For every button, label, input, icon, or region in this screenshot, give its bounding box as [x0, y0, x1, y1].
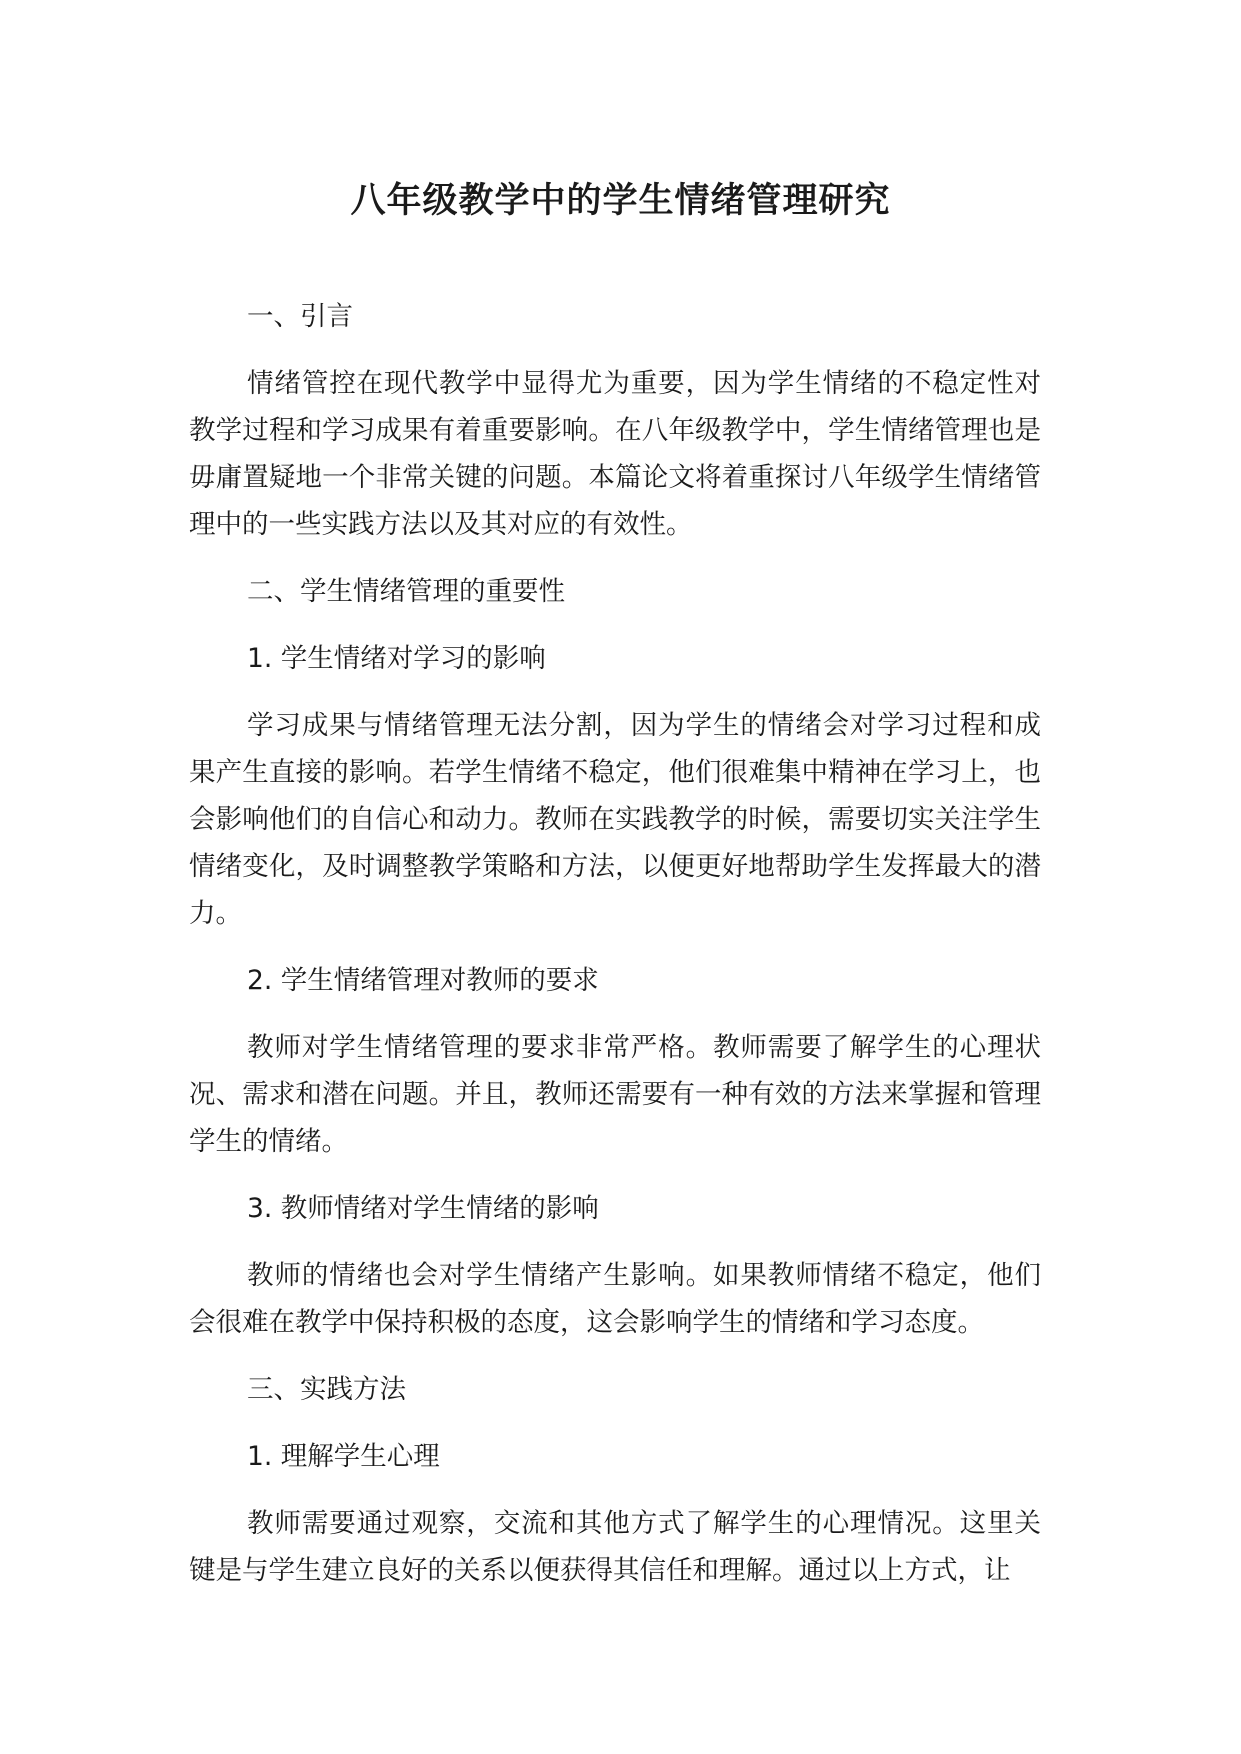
document-body: [189, 293, 1041, 1614]
section-heading-importance: 二、学生情绪管理的重要性: [247, 576, 565, 607]
subsection-heading-teacher-requirements: 2. 学生情绪管理对教师的要求: [247, 965, 599, 996]
paragraph-understand-psychology: 教师需要通过观察，交流和其他方式了解学生的心理情况。这里关键是与学生建立良好的关系以便获得其信任和理解。通过以上方式，让: [189, 1508, 1041, 1586]
paragraph-teacher-requirements: 教师对学生情绪管理的要求非常严格。教师需要了解学生的心理状况、需求和潜在问题。并且，教师还需要有一种有效的方法来掌握和管理学生的情绪。: [189, 1032, 1041, 1157]
paragraph-introduction: 情绪管控在现代教学中显得尤为重要，因为学生情绪的不稳定性对教学过程和学习成果有着重要影响。在八年级教学中，学生情绪管理也是毋庸置疑地一个非常关键的问题。本篇论文将着重探讨八年级学生情绪管理中的一些实践方法以及其对应的有效性。: [189, 368, 1041, 540]
paragraph-emotion-learning: 学习成果与情绪管理无法分割，因为学生的情绪会对学习过程和成果产生直接的影响。若学生情绪不稳定，他们很难集中精神在学习上，也会影响他们的自信心和动力。教师在实践教学的时候，需要切实关注学生情绪变化，及时调整教学策略和方法，以便更好地帮助学生发挥最大的潜力。: [189, 710, 1041, 929]
subsection-heading-emotion-learning: 1. 学生情绪对学习的影响: [247, 643, 546, 674]
section-heading-introduction: 一、引言: [247, 301, 353, 332]
subsection-heading-understand-psychology: 1. 理解学生心理: [247, 1441, 440, 1472]
paragraph-teacher-emotion: 教师的情绪也会对学生情绪产生影响。如果教师情绪不稳定，他们会很难在教学中保持积极的态度，这会影响学生的情绪和学习态度。: [189, 1260, 1041, 1338]
section-heading-practice-methods: 三、实践方法: [247, 1374, 406, 1405]
subsection-heading-teacher-emotion: 3. 教师情绪对学生情绪的影响: [247, 1193, 599, 1224]
document-title: 八年级教学中的学生情绪管理研究: [350, 181, 891, 221]
